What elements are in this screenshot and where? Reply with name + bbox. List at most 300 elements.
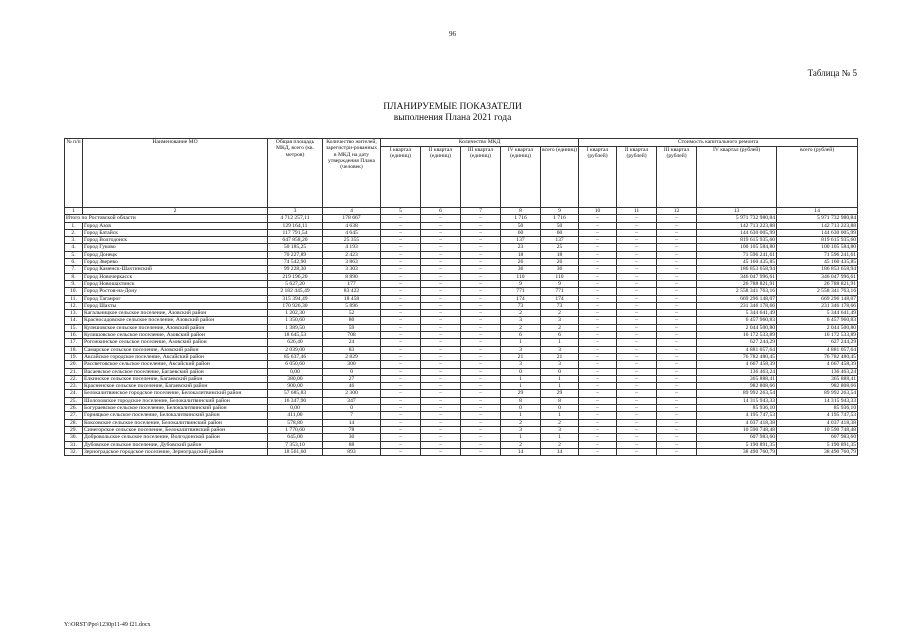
row-area: 1 389,50	[268, 324, 323, 331]
row-num: 1.	[65, 222, 83, 229]
row-q2: –	[421, 317, 461, 324]
row-area: 70 227,89	[268, 251, 323, 258]
row-residents: 2 300	[323, 390, 381, 397]
table-row	[65, 222, 858, 229]
row-q2: –	[421, 346, 461, 353]
row-c4: 365 888,41	[697, 375, 777, 382]
row-mo-name: Красносадовское сельское поселение, Азовский район	[83, 317, 268, 324]
row-q3: –	[461, 237, 501, 244]
row-num: 25.	[65, 397, 83, 404]
row-c4: 4 037 418,38	[697, 419, 777, 426]
row-residents: 893	[323, 448, 381, 455]
row-c1: –	[579, 412, 617, 419]
row-total-units: 14	[541, 448, 579, 455]
row-num: 27.	[65, 412, 83, 419]
row-mo-name: Город Каменск-Шахтинский	[83, 266, 268, 273]
row-q2: –	[421, 397, 461, 404]
row-c3: –	[657, 397, 697, 404]
row-c2: –	[617, 222, 657, 229]
row-area: 129 164,11	[268, 222, 323, 229]
row-q1: –	[381, 222, 421, 229]
row-c1: –	[579, 259, 617, 266]
row-c4: 231 346 178,66	[697, 302, 777, 309]
row-area: 578,80	[268, 419, 323, 426]
header-cost-group: Стоимость капитального ремонта	[579, 139, 858, 147]
row-q1: –	[381, 412, 421, 419]
row-residents: 7	[323, 412, 381, 419]
row-c4: 4 195 747,53	[697, 412, 777, 419]
row-c1: –	[579, 353, 617, 360]
table-row	[65, 361, 858, 368]
row-num: 15.	[65, 324, 83, 331]
row-num: 12.	[65, 302, 83, 309]
row-c2: –	[617, 229, 657, 236]
row-c2: –	[617, 441, 657, 448]
row-c3: –	[657, 375, 697, 382]
row-total-units: 0	[541, 405, 579, 412]
row-c4: 346 047 996,61	[697, 273, 777, 280]
row-area: 85 637,46	[268, 353, 323, 360]
table-row	[65, 375, 858, 382]
row-c4: 2 558 341 763,16	[697, 288, 777, 295]
row-c3: –	[657, 339, 697, 346]
row-num: 22.	[65, 375, 83, 382]
row-q3: –	[461, 346, 501, 353]
row-c4: 76 782 480,45	[697, 353, 777, 360]
column-number: 1	[65, 208, 83, 215]
table-row	[65, 448, 858, 455]
total-area: 4 712 257,11	[268, 215, 323, 222]
row-num: 10.	[65, 288, 83, 295]
row-total-cost: 5 344 641,49	[777, 310, 858, 317]
row-area: 900,00	[268, 383, 323, 390]
row-area: 626,40	[268, 339, 323, 346]
row-c2: –	[617, 448, 657, 455]
total-cost: 5 971 732 980,84	[777, 215, 858, 222]
row-area: 315 394,49	[268, 295, 323, 302]
row-mo-name: Шолоховское городское поселение, Белокалитвинский район	[83, 397, 268, 404]
row-c4: 669 296 148,07	[697, 295, 777, 302]
row-q1: –	[381, 288, 421, 295]
row-num: 31.	[65, 441, 83, 448]
row-c1: –	[579, 317, 617, 324]
row-c3: –	[657, 419, 697, 426]
row-total-units: 3	[541, 346, 579, 353]
row-q3: –	[461, 434, 501, 441]
row-c3: –	[657, 390, 697, 397]
row-c1: –	[579, 266, 617, 273]
total-row	[65, 215, 858, 222]
row-total-units: 0	[541, 368, 579, 375]
row-q2: –	[421, 405, 461, 412]
row-c4: 4 667 458,39	[697, 361, 777, 368]
row-q2: –	[421, 302, 461, 309]
row-residents: 0	[323, 368, 381, 375]
row-total-cost: 365 888,41	[777, 375, 858, 382]
row-mo-name: Город Зверево	[83, 259, 268, 266]
row-c1: –	[579, 426, 617, 433]
row-c1: –	[579, 273, 617, 280]
row-c2: –	[617, 288, 657, 295]
row-q4: 6	[501, 332, 541, 339]
row-c1: –	[579, 222, 617, 229]
row-q2: –	[421, 259, 461, 266]
row-area: 170 926,30	[268, 302, 323, 309]
row-c3: –	[657, 273, 697, 280]
row-c1: –	[579, 310, 617, 317]
row-c3: –	[657, 244, 697, 251]
row-total-cost: 6 457 960,83	[777, 317, 858, 324]
row-mo-name: Кулешовское сельское поселение, Азовский район	[83, 324, 268, 331]
header-q2: II квартал (единиц)	[421, 147, 461, 208]
row-c2: –	[617, 405, 657, 412]
column-number: 9	[541, 208, 579, 215]
header-c4: IV квартал (рублей)	[697, 147, 777, 208]
table-row	[65, 229, 858, 236]
row-c1: –	[579, 441, 617, 448]
row-q2: –	[421, 353, 461, 360]
row-residents: 88	[323, 441, 381, 448]
header-q4: IV квартал (единиц)	[501, 147, 541, 208]
row-c3: –	[657, 448, 697, 455]
row-num: 14.	[65, 317, 83, 324]
row-total-units: 8	[541, 397, 579, 404]
row-q1: –	[381, 237, 421, 244]
row-q1: –	[381, 339, 421, 346]
row-q3: –	[461, 273, 501, 280]
row-q4: 26	[501, 259, 541, 266]
total-q4: 1 716	[501, 215, 541, 222]
row-total-cost: 4 195 747,53	[777, 412, 858, 419]
row-mo-name: Богураевское сельское поселение, Белокалитвинский район	[83, 405, 268, 412]
row-mo-name: Горняцкое сельское поселение, Белокалитвинский район	[83, 412, 268, 419]
row-mo-name: Аксайское городское поселение, Аксайский район	[83, 353, 268, 360]
total-c2: –	[617, 215, 657, 222]
row-q3: –	[461, 412, 501, 419]
row-total-units: 1	[541, 383, 579, 390]
row-c3: –	[657, 237, 697, 244]
row-mo-name: Город Донецк	[83, 251, 268, 258]
row-q2: –	[421, 426, 461, 433]
row-total-units: 18	[541, 251, 579, 258]
column-number: 4	[323, 208, 381, 215]
table-row	[65, 339, 858, 346]
row-num: 24.	[65, 390, 83, 397]
row-q2: –	[421, 383, 461, 390]
row-total-cost: 2 044 500,80	[777, 324, 858, 331]
row-num: 32.	[65, 448, 83, 455]
table-row	[65, 383, 858, 390]
row-residents: 4 638	[323, 222, 381, 229]
row-c3: –	[657, 353, 697, 360]
row-c1: –	[579, 368, 617, 375]
row-total-units: 60	[541, 229, 579, 236]
row-residents: 4 645	[323, 229, 381, 236]
row-total-cost: 100 105 584,80	[777, 244, 858, 251]
row-q3: –	[461, 405, 501, 412]
row-c2: –	[617, 375, 657, 382]
row-total-units: 25	[541, 244, 579, 251]
row-mo-name: Рогожкинское сельское поселение, Азовский район	[83, 339, 268, 346]
row-q3: –	[461, 332, 501, 339]
row-q3: –	[461, 448, 501, 455]
row-c2: –	[617, 390, 657, 397]
row-c1: –	[579, 302, 617, 309]
table-row	[65, 426, 858, 433]
row-total-cost: 38 490 760,79	[777, 448, 858, 455]
table-row	[65, 368, 858, 375]
capital-repair-table	[64, 138, 858, 456]
table-row	[65, 441, 858, 448]
row-c3: –	[657, 259, 697, 266]
total-q2: –	[421, 215, 461, 222]
row-mo-name: Добровольское сельское поселение, Волгодонской район	[83, 434, 268, 441]
row-c3: –	[657, 317, 697, 324]
row-total-units: 6	[541, 332, 579, 339]
page-title	[0, 102, 905, 124]
row-residents: 3 863	[323, 259, 381, 266]
row-mo-name: Синегорское сельское поселение, Белокалитвинский район	[83, 426, 268, 433]
row-q3: –	[461, 310, 501, 317]
row-q2: –	[421, 251, 461, 258]
row-c2: –	[617, 244, 657, 251]
row-q1: –	[381, 302, 421, 309]
row-c3: –	[657, 280, 697, 287]
row-q1: –	[381, 295, 421, 302]
row-total-units: 26	[541, 259, 579, 266]
row-c3: –	[657, 405, 697, 412]
row-num: 8.	[65, 273, 83, 280]
row-q2: –	[421, 441, 461, 448]
row-c1: –	[579, 229, 617, 236]
row-q4: 0	[501, 368, 541, 375]
row-mo-name: Коксовское сельское поселение, Белокалитвинский район	[83, 419, 268, 426]
total-units: 1 716	[541, 215, 579, 222]
row-q2: –	[421, 368, 461, 375]
row-c4: 982 808,66	[697, 383, 777, 390]
row-q4: 9	[501, 280, 541, 287]
row-num: 6.	[65, 259, 83, 266]
row-q1: –	[381, 229, 421, 236]
row-c3: –	[657, 361, 697, 368]
row-q4: 21	[501, 353, 541, 360]
row-q1: –	[381, 375, 421, 382]
row-q1: –	[381, 368, 421, 375]
table-row	[65, 353, 858, 360]
row-q1: –	[381, 317, 421, 324]
row-mo-name: Кулишовское сельское поселение, Азовский район	[83, 332, 268, 339]
row-q3: –	[461, 302, 501, 309]
row-total-units: 1	[541, 434, 579, 441]
row-c2: –	[617, 419, 657, 426]
row-area: 57 685,83	[268, 390, 323, 397]
total-residents: 178 667	[323, 215, 381, 222]
row-area: 1 770,60	[268, 426, 323, 433]
row-q2: –	[421, 222, 461, 229]
row-num: 16.	[65, 332, 83, 339]
row-c3: –	[657, 324, 697, 331]
row-q1: –	[381, 441, 421, 448]
row-c3: –	[657, 441, 697, 448]
row-num: 23.	[65, 383, 83, 390]
row-c2: –	[617, 266, 657, 273]
row-total-cost: 45 160 435,85	[777, 259, 858, 266]
row-residents: 3 303	[323, 266, 381, 273]
row-q3: –	[461, 375, 501, 382]
table-row	[65, 332, 858, 339]
row-total-units: 2	[541, 441, 579, 448]
row-total-units: 110	[541, 273, 579, 280]
row-num: 11.	[65, 295, 83, 302]
row-area: 1 202,30	[268, 310, 323, 317]
row-q4: 174	[501, 295, 541, 302]
row-c4: 26 788 821,91	[697, 280, 777, 287]
row-c4: 14 315 943,33	[697, 397, 777, 404]
row-total-cost: 76 782 480,45	[777, 353, 858, 360]
row-q4: 14	[501, 448, 541, 455]
row-q3: –	[461, 317, 501, 324]
row-c2: –	[617, 434, 657, 441]
row-c2: –	[617, 361, 657, 368]
header-area: Общая площадь МКД, всего (кв. метров)	[268, 139, 323, 208]
row-c2: –	[617, 273, 657, 280]
row-num: 28.	[65, 419, 83, 426]
row-num: 3.	[65, 237, 83, 244]
row-num: 29.	[65, 426, 83, 433]
row-total-cost: 607 983,60	[777, 434, 858, 441]
row-total-cost: 16 172 533,89	[777, 332, 858, 339]
row-num: 30.	[65, 434, 83, 441]
row-c1: –	[579, 383, 617, 390]
row-residents: 8 890	[323, 273, 381, 280]
row-c1: –	[579, 346, 617, 353]
row-total-cost: 4 037 418,38	[777, 419, 858, 426]
row-q1: –	[381, 332, 421, 339]
row-area: 411,00	[268, 412, 323, 419]
row-c4: 71 596 241,61	[697, 251, 777, 258]
row-total-units: 1	[541, 375, 579, 382]
table-row	[65, 237, 858, 244]
row-mo-name: Город Ростов-на-Дону	[83, 288, 268, 295]
row-residents: 300	[323, 361, 381, 368]
row-total-units: 36	[541, 266, 579, 273]
header-q1: I квартал (единиц)	[381, 147, 421, 208]
header-q3: III квартал (единиц)	[461, 147, 501, 208]
row-q2: –	[421, 266, 461, 273]
row-num: 4.	[65, 244, 83, 251]
row-area: 5 627,20	[268, 280, 323, 287]
table-row	[65, 244, 858, 251]
row-c4: 5 344 641,49	[697, 310, 777, 317]
row-c3: –	[657, 302, 697, 309]
row-c2: –	[617, 295, 657, 302]
row-total-units: 29	[541, 390, 579, 397]
row-residents: 83 422	[323, 288, 381, 295]
row-area: 50 185,25	[268, 244, 323, 251]
row-residents: 30	[323, 434, 381, 441]
row-num: 9.	[65, 280, 83, 287]
row-q3: –	[461, 419, 501, 426]
row-c4: 10 590 748,48	[697, 426, 777, 433]
row-total-cost: 10 590 748,48	[777, 426, 858, 433]
row-c1: –	[579, 288, 617, 295]
row-c2: –	[617, 237, 657, 244]
row-c4: 627 244,29	[697, 339, 777, 346]
row-total-units: 9	[541, 280, 579, 287]
page-number: 96	[449, 30, 456, 38]
row-c4: 2 044 500,80	[697, 324, 777, 331]
row-q3: –	[461, 324, 501, 331]
table-body	[65, 215, 858, 456]
row-c4: 85 936,10	[697, 405, 777, 412]
row-q3: –	[461, 361, 501, 368]
row-c4: 38 490 760,79	[697, 448, 777, 455]
row-total-cost: 2 558 341 763,16	[777, 288, 858, 295]
row-q3: –	[461, 222, 501, 229]
total-c4: 5 971 732 980,84	[697, 215, 777, 222]
row-residents: 80	[323, 317, 381, 324]
row-total-units: 137	[541, 237, 579, 244]
row-q2: –	[421, 295, 461, 302]
row-q1: –	[381, 426, 421, 433]
row-num: 17.	[65, 339, 83, 346]
table-row	[65, 324, 858, 331]
row-q2: –	[421, 310, 461, 317]
row-c4: 45 160 435,85	[697, 259, 777, 266]
header-c1: I квартал (рублей)	[579, 147, 617, 208]
row-q4: 3	[501, 346, 541, 353]
column-number: 3	[268, 208, 323, 215]
row-c4: 89 992 263,54	[697, 390, 777, 397]
row-q2: –	[421, 288, 461, 295]
table-row	[65, 434, 858, 441]
row-area: 1 350,60	[268, 317, 323, 324]
row-q4: 3	[501, 317, 541, 324]
row-q3: –	[461, 390, 501, 397]
row-q4: 29	[501, 390, 541, 397]
row-c3: –	[657, 310, 697, 317]
row-c1: –	[579, 244, 617, 251]
row-num: 19.	[65, 353, 83, 360]
row-q1: –	[381, 397, 421, 404]
row-residents: 83	[323, 346, 381, 353]
row-total-units: 3	[541, 361, 579, 368]
table-row	[65, 310, 858, 317]
row-c3: –	[657, 426, 697, 433]
row-q2: –	[421, 390, 461, 397]
row-residents: 59	[323, 324, 381, 331]
row-num: 21.	[65, 368, 83, 375]
row-total-cost: 819 615 935,60	[777, 237, 858, 244]
row-q3: –	[461, 295, 501, 302]
row-q1: –	[381, 419, 421, 426]
row-c2: –	[617, 353, 657, 360]
row-total-units: 3	[541, 317, 579, 324]
row-residents: 52	[323, 310, 381, 317]
row-c4: 5 190 891,35	[697, 441, 777, 448]
row-q4: 771	[501, 288, 541, 295]
row-q4: 137	[501, 237, 541, 244]
row-q3: –	[461, 441, 501, 448]
row-total-cost: 85 936,10	[777, 405, 858, 412]
row-total-units: 50	[541, 222, 579, 229]
row-c1: –	[579, 375, 617, 382]
row-c3: –	[657, 332, 697, 339]
row-total-units: 2	[541, 324, 579, 331]
row-q2: –	[421, 280, 461, 287]
row-num: 13.	[65, 310, 83, 317]
header-c2: II квартал (рублей)	[617, 147, 657, 208]
